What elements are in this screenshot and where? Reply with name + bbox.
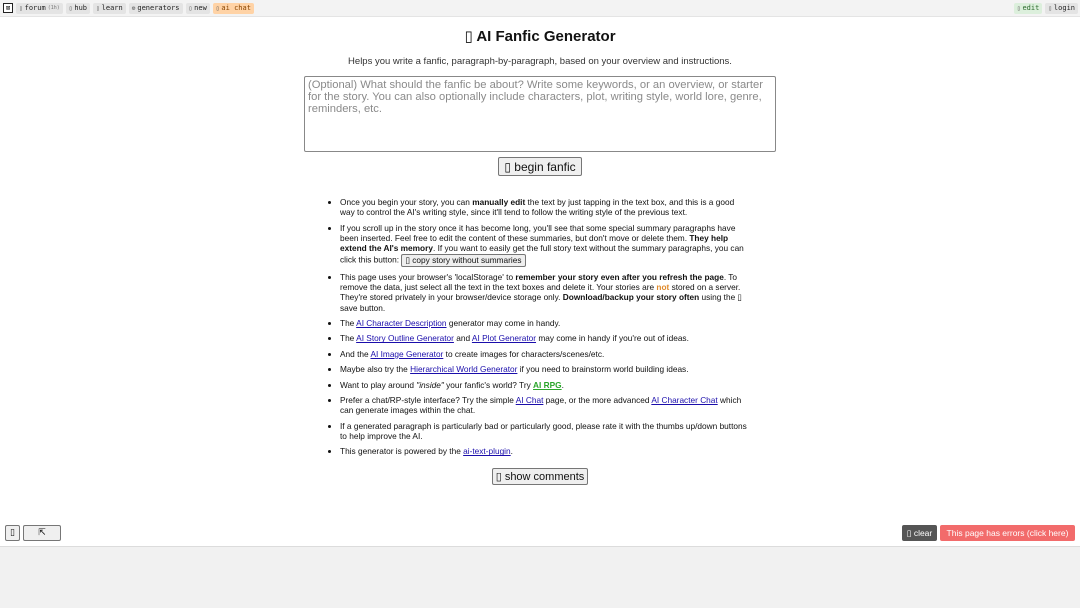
tip-bold: remember your story even after you refresh the page <box>515 271 724 282</box>
tip-text: Prefer a chat/RP-style interface? Try the simple <box>340 394 516 405</box>
list-item <box>340 349 750 359</box>
nav-right <box>1014 3 1078 14</box>
nav-learn[interactable] <box>93 3 126 14</box>
tip-text: . <box>510 446 513 457</box>
link-plot-generator[interactable]: AI Plot Generator <box>471 333 537 344</box>
nav-learn-label: learn <box>101 4 123 12</box>
page-title-text: AI Fanfic Generator <box>476 28 616 45</box>
overview-input[interactable] <box>304 76 776 152</box>
tip-text: generator may come in handy. <box>446 317 561 328</box>
page-errors-button[interactable]: This page has errors (click here) <box>940 525 1075 541</box>
tip-text: using the <box>699 292 738 303</box>
user-icon: ▯ <box>1048 5 1052 12</box>
book-icon: ▯ <box>96 5 100 12</box>
tip-bold: They help extend the AI's memory <box>340 232 729 254</box>
link-ai-rpg[interactable]: AI RPG <box>533 379 562 390</box>
tip-emphasis: "inside" <box>416 379 444 390</box>
ai-icon: ▯ <box>215 5 220 12</box>
chat-bubble-icon: ▯ <box>19 5 23 12</box>
tip-bold: manually edit <box>472 197 526 207</box>
tip-text: your fanfic's world? Try <box>443 379 534 390</box>
nav-ai-chat-label: ai chat <box>221 4 251 12</box>
title-icon: ▯ <box>464 28 473 45</box>
nav-hub-label: hub <box>74 4 88 12</box>
tip-text: The <box>340 333 357 344</box>
tip-text: This generator is powered by the <box>340 446 464 457</box>
tip-text: . If you want to easily get the full story text without the summary paragraphs, you can click this button: <box>340 243 744 265</box>
tips-list <box>330 197 750 462</box>
comments-label: show comments <box>504 471 585 483</box>
copy-icon: ▯ <box>405 255 410 266</box>
tip-text: if you need to brainstorm world building ideas. <box>517 364 689 375</box>
nav-forum-count: (1h) <box>47 5 60 11</box>
expand-button[interactable] <box>23 525 61 541</box>
tip-text: which can generate images within the chat. <box>340 394 742 416</box>
link-story-outline[interactable]: AI Story Outline Generator <box>356 333 454 344</box>
begin-label: begin fanfic <box>514 159 576 174</box>
link-image-generator[interactable]: AI Image Generator <box>370 348 444 359</box>
list-item <box>340 446 750 456</box>
top-nav-bar <box>0 0 1080 17</box>
bottom-panel <box>0 546 1080 608</box>
copy-label: copy story without summaries <box>412 255 522 266</box>
begin-fanfic-button[interactable] <box>498 157 582 176</box>
tip-text: to create images for characters/scenes/etc. <box>443 348 605 359</box>
tip-text: and <box>453 333 472 344</box>
login-button[interactable] <box>1045 3 1078 14</box>
nav-links <box>16 3 254 14</box>
nav-ai-chat[interactable] <box>213 3 254 14</box>
list-item <box>340 197 750 218</box>
tip-text: The <box>340 317 357 328</box>
list-item <box>340 318 750 328</box>
tip-text: Want to play around <box>340 379 417 390</box>
tip-text: stored on a server. They're stored privately in your browser/device storage only. <box>340 281 741 303</box>
nav-forum[interactable] <box>16 3 63 14</box>
list-item <box>340 421 750 442</box>
tip-bold: Download/backup your story often <box>562 292 700 303</box>
link-ai-text-plugin[interactable]: ai-text-plugin <box>463 446 511 457</box>
not-highlight: not <box>656 281 670 292</box>
nav-new[interactable] <box>186 3 210 14</box>
list-item <box>340 272 750 313</box>
tip-text: . <box>561 379 564 390</box>
tip-text: If a generated paragraph is particularly bad or particularly good, please rate it with the thumbs up/down buttons to help improve the AI. <box>340 420 747 441</box>
tip-text: Maybe also try the <box>340 364 411 375</box>
list-item <box>340 333 750 343</box>
tip-text: This page uses your browser's 'localStorage' to <box>340 271 516 282</box>
link-character-chat[interactable]: AI Character Chat <box>651 394 718 405</box>
link-world-generator[interactable]: Hierarchical World Generator <box>410 364 518 375</box>
show-comments-button[interactable] <box>492 468 588 485</box>
edit-button[interactable] <box>1014 3 1042 14</box>
clear-button[interactable] <box>902 525 937 541</box>
expand-icon: ⇱ <box>38 528 46 538</box>
tip-text: page, or the more advanced <box>543 394 652 405</box>
page-title <box>0 27 1080 45</box>
comments-icon: ▯ <box>495 471 502 483</box>
hub-icon: ▯ <box>68 5 73 12</box>
nav-new-label: new <box>194 4 207 12</box>
save-icon: ▯ <box>737 292 743 303</box>
tip-text: save button. <box>340 302 386 313</box>
nav-generators-label: generators <box>137 4 180 12</box>
tip-text: . To remove the data, just select all the text in the text boxes and delete it. Your stories are <box>340 271 738 292</box>
page-subtitle: Helps you write a fanfic, paragraph-by-paragraph, based on your overview and instructions. <box>348 56 732 67</box>
login-label: login <box>1053 4 1075 12</box>
pencil-icon: ▯ <box>1016 5 1021 12</box>
clear-icon: ▯ <box>906 527 912 538</box>
generator-icon: ⚙ <box>131 5 136 12</box>
panel-toggle-button[interactable] <box>5 525 20 541</box>
tip-text: may come in handy if you're out of ideas. <box>536 333 689 344</box>
clear-label: clear <box>913 527 933 538</box>
panel-toggle-icon: ▯ <box>10 528 15 538</box>
link-character-description[interactable]: AI Character Description <box>356 317 447 328</box>
tip-text: If you scroll up in the story once it has become long, you'll see that some special summary paragraphs have been inserted. Feel free to edit the content of these summaries, but don't move or delete them. <box>340 222 736 243</box>
new-icon: ▯ <box>188 5 193 12</box>
menu-icon[interactable]: ⊠ <box>3 3 13 13</box>
nav-generators[interactable] <box>129 3 183 14</box>
list-item <box>340 223 750 267</box>
tip-text: And the <box>340 348 371 359</box>
nav-forum-label: forum <box>24 4 46 12</box>
copy-story-button[interactable] <box>401 254 525 267</box>
list-item <box>340 380 750 390</box>
edit-label: edit <box>1022 4 1040 12</box>
tip-text: Once you begin your story, you can <box>340 197 473 207</box>
begin-icon: ▯ <box>504 159 511 174</box>
list-item <box>340 364 750 374</box>
link-ai-chat[interactable]: AI Chat <box>515 394 544 405</box>
tip-text: the text by just tapping in the text box, and this is a good way to control the AI's writing style, since it'll tend to follow the writing style of the previous text. <box>340 197 735 218</box>
list-item <box>340 395 750 416</box>
nav-hub[interactable] <box>66 3 90 14</box>
